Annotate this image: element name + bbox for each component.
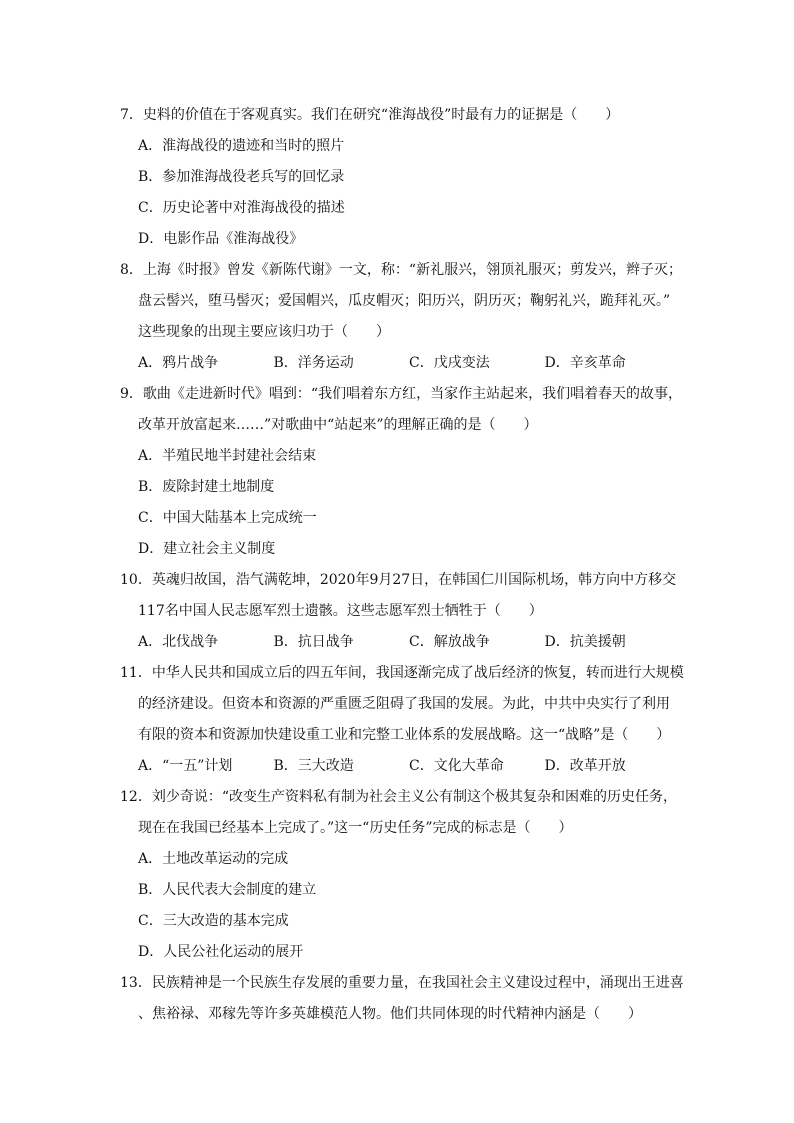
- option-c: C．中国大陆基本上完成统一: [138, 510, 317, 526]
- options-row: [120, 348, 680, 379]
- option-a: A．鸦片战争: [138, 355, 219, 371]
- option-a: A．淮海战役的遗迹和当时的照片: [138, 138, 345, 154]
- exam-page: [120, 100, 684, 1030]
- question-8: [120, 255, 683, 379]
- option-d: D．人民公社化运动的展开: [138, 944, 304, 960]
- question-10: [120, 565, 680, 658]
- option-a: A．半殖民地半封建社会结束: [138, 448, 317, 464]
- question-stem-cont: 的经济建设。但资本和资源的严重匮乏阻碍了我国的发展。为此，中共中央实行了利用: [138, 696, 670, 712]
- option-c: C．解放战争: [409, 634, 490, 650]
- option-b: B．洋务运动: [273, 355, 354, 371]
- question-12: [120, 782, 680, 968]
- question-7: [120, 100, 680, 255]
- question-stem-cont: 、焦裕禄、邓稼先等许多英雄模范人物。他们共同体现的时代精神内涵是（ ）: [138, 1006, 642, 1022]
- option-c: C．历史论著中对淮海战役的描述: [138, 200, 345, 216]
- option-d: D．辛亥革命: [544, 355, 626, 371]
- question-stem-cont: 现在在我国已经基本上完成了。”这一“历史任务”完成的标志是（ ）: [138, 820, 573, 836]
- question-13: [120, 968, 684, 1030]
- question-stem: 10．英魂归故国，浩气满乾坤，2020年9月27日，在韩国仁川国际机场，韩方向中方移交: [120, 572, 677, 588]
- question-stem-cont: 117名中国人民志愿军烈士遗骸。这些志愿军烈士牺牲于（ ）: [138, 603, 543, 619]
- option-d: D．电影作品《淮海战役》: [138, 231, 304, 247]
- option-b: B．三大改造: [273, 758, 354, 774]
- option-c: C．文化大革命: [409, 758, 504, 774]
- question-stem-cont: 盘云髻兴，堕马髻灭；爱国帽兴，瓜皮帽灭；阳历兴，阴历灭；鞠躬礼兴，跪拜礼灭。”: [138, 293, 671, 309]
- question-9: [120, 379, 683, 565]
- question-stem: 9．歌曲《走进新时代》唱到：“我们唱着东方红，当家作主站起来，我们唱着春天的故事，: [120, 386, 683, 402]
- option-b: B．参加淮海战役老兵写的回忆录: [138, 169, 345, 185]
- options-row: [120, 627, 680, 658]
- option-a: A．土地改革运动的完成: [138, 851, 289, 867]
- question-stem: 7．史料的价值在于客观真实。我们在研究“淮海战役”时最有力的证据是（ ）: [120, 107, 620, 123]
- option-d: D．建立社会主义制度: [138, 541, 276, 557]
- option-b: B．人民代表大会制度的建立: [138, 882, 317, 898]
- question-stem: 8．上海《时报》曾发《新陈代谢》一文，称：“新礼服兴，翎顶礼服灭；剪发兴，辫子灭；: [120, 262, 683, 278]
- option-c: C．戊戌变法: [409, 355, 490, 371]
- option-d: D．抗美援朝: [544, 634, 626, 650]
- question-stem: 11．中华人民共和国成立后的四五年间，我国逐渐完成了战后经济的恢复，转而进行大规模: [120, 665, 684, 681]
- option-a: A．“一五”计划: [138, 758, 233, 774]
- question-stem-cont: 改革开放富起来……”对歌曲中“站起来”的理解正确的是（ ）: [138, 417, 538, 433]
- option-a: A．北伐战争: [138, 634, 219, 650]
- question-stem-cont: 这些现象的出现主要应该归功于（ ）: [138, 324, 390, 340]
- option-b: B．废除封建土地制度: [138, 479, 275, 495]
- options-row: [120, 751, 680, 782]
- option-b: B．抗日战争: [273, 634, 354, 650]
- question-11: [120, 658, 684, 782]
- question-stem: 12．刘少奇说：“改变生产资料私有制为社会主义公有制这个极其复杂和困难的历史任务，: [120, 789, 677, 805]
- question-stem: 13．民族精神是一个民族生存发展的重要力量，在我国社会主义建设过程中，涌现出王进喜: [120, 975, 684, 991]
- question-stem-cont: 有限的资本和资源加快建设重工业和完整工业体系的发展战略。这一“战略”是（ ）: [138, 727, 671, 743]
- option-c: C．三大改造的基本完成: [138, 913, 289, 929]
- option-d: D．改革开放: [544, 758, 626, 774]
